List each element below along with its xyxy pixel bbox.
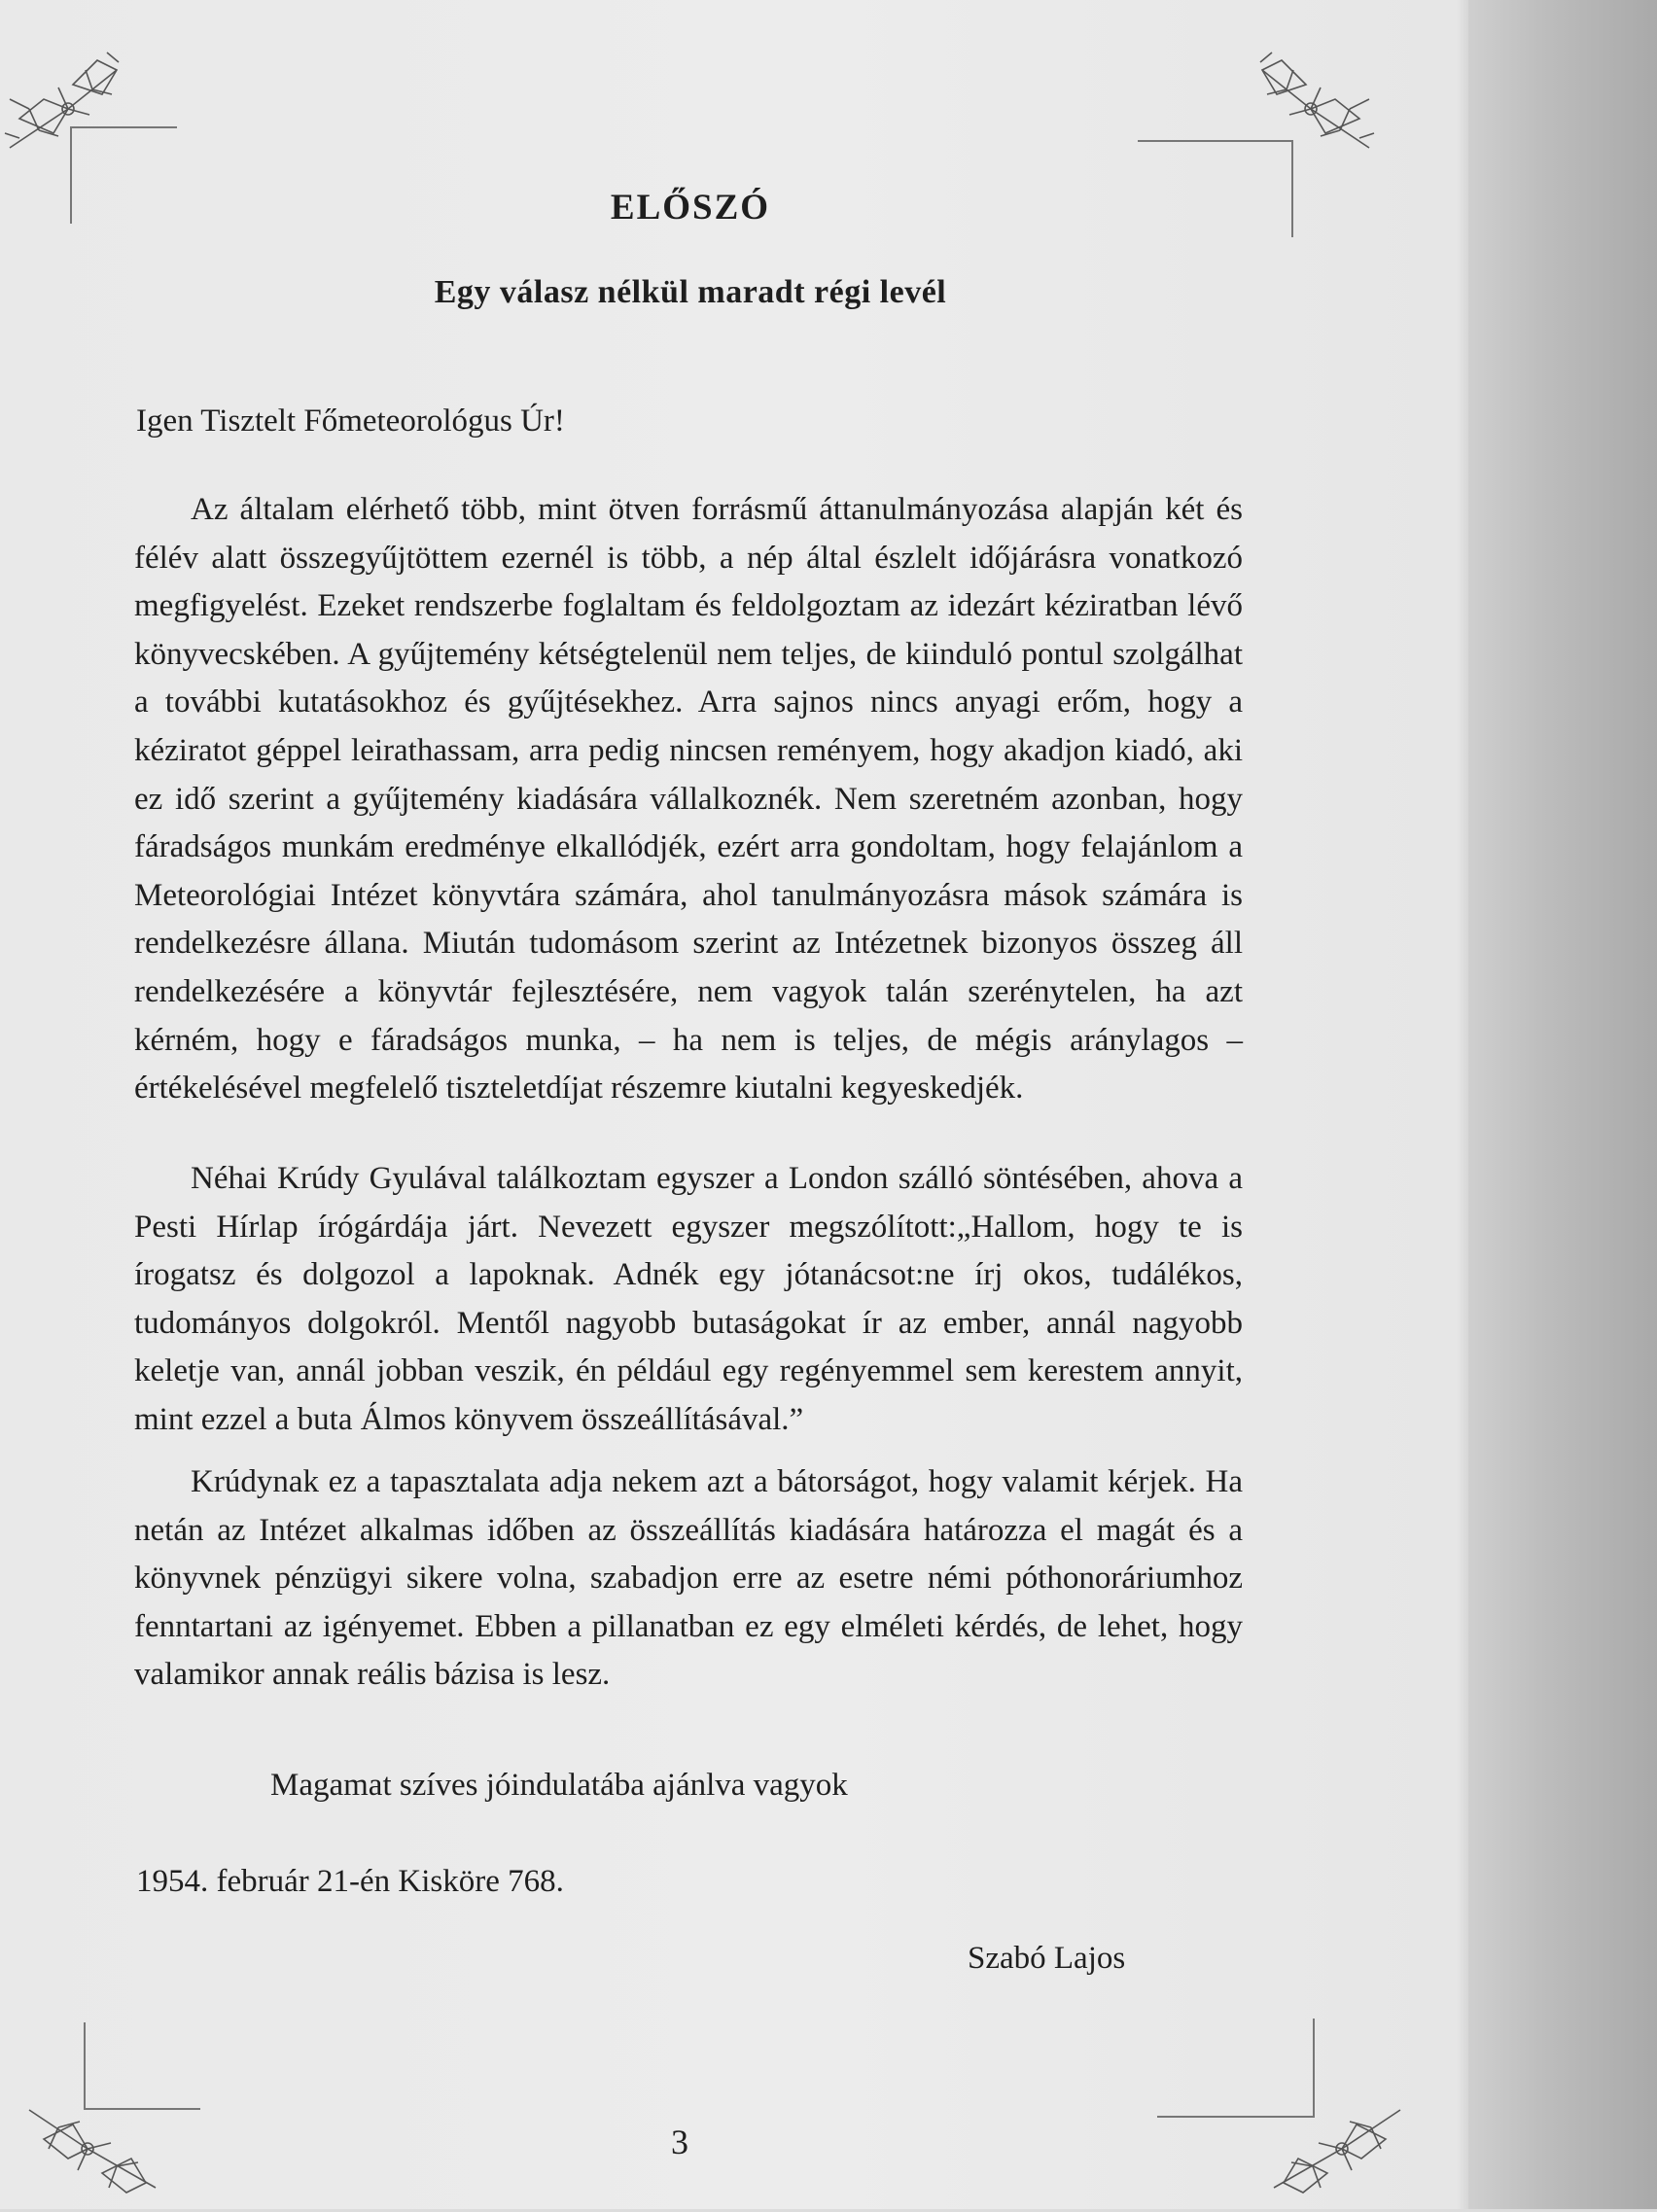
top-left-snowflake-ornament [0,41,146,158]
letter-signature: Szabó Lajos [968,1941,1126,1976]
top-left-frame-horizontal [70,126,177,128]
letter-paragraph-2: Néhai Krúdy Gyulával találkoztam egyszer a London szálló söntésében, ahova a Pesti Hírlap írógárdája járt. Nevezett egyszer megszólított:„Hallom, hogy te is írogatsz és dolgozol a lapoknak. Adnék egy jótanácsot:ne írj okos, tudálékos, tudományos dolgokról. Mentől nagyobb butaságokat ír az ember, annál nagyobb keletje van, annál jobban veszik, én például egy regényemmel sem kerestem annyit, mint ezzel a buta Álmos könyvem összeállításával.” [134,1161,1243,1437]
top-right-frame-horizontal [1138,140,1293,142]
bottom-right-frame-horizontal [1157,2116,1313,2118]
bottom-right-frame-vertical [1313,2019,1315,2118]
letter-paragraph-1: Az általam elérhető több, mint ötven forrásmű áttanulmányozása alapján két és félév alatt összegyűjtöttem ezernél is több, a nép által észlelt időjárásra vonatkozó megfigyelést. Ezeket rendszerbe foglaltam és feldolgoztam az idezárt kéziratban lévő könyvecskében. A gyűjtemény kétségtelenül nem teljes, de kiinduló pontul szolgálhat a további kutatásokhoz és gyűjtésekhez. Arra sajnos nincs anyagi erőm, hogy a kéziratot géppel leirathassam, arra pedig nincsen reményem, hogy akadjon kiadó, aki ez idő szerint a gyűjtemény kiadására vállalkoznék. Nem szeretném azonban, hogy fáradságos munkám eredménye elkallódjék, ezért arra gondoltam, hogy felajánlom a Meteorológiai Intézet könyvtára számára, ahol tanulmányozásra mások számára is rendelkezésre állana. Miután tudomásom szerint az Intézetnek bizonyos összeg áll rendelkezésére a könyvtár fejlesztésére, nem vagyok talán szerénytelen, ha azt kérném, hogy e fáradságos munka, – ha nem is teljes, de mégis aránylagos – értékelésével megfelelő tiszteletdíjat részemre kiutalni kegyeskedjék. [134,492,1243,1106]
chapter-heading: ELŐSZÓ [610,188,771,228]
letter-closing: Magamat szíves jóindulatába ajánlva vagyok [270,1768,848,1803]
book-edge [1468,0,1657,2209]
letter-paragraph-3: Krúdynak ez a tapasztalata adja nekem azt a bátorságot, hogy valamit kérjek. Ha netán az Intézet alkalmas időben az összeállítás kiadására határozza el magát és a könyvnek pénzügyi sikere volna, szabadjon erre az esetre némi póthonoráriumhoz fenntartani az igényemet. Ebben a pillanatban ez egy elméleti kérdés, de lehet, hogy valamikor annak reális bázisa is lesz. [134,1464,1243,1693]
letter-dateline: 1954. február 21-én Kisköre 768. [136,1864,564,1899]
bottom-left-frame-horizontal [84,2108,200,2110]
page-number: 3 [671,2123,688,2161]
letter-salutation: Igen Tisztelt Főmeteorológus Úr! [136,404,565,439]
bottom-left-frame-vertical [84,2022,86,2110]
chapter-subheading: Egy válasz nélkül maradt régi levél [434,274,947,310]
bottom-right-snowflake-ornament [1264,2090,1410,2207]
